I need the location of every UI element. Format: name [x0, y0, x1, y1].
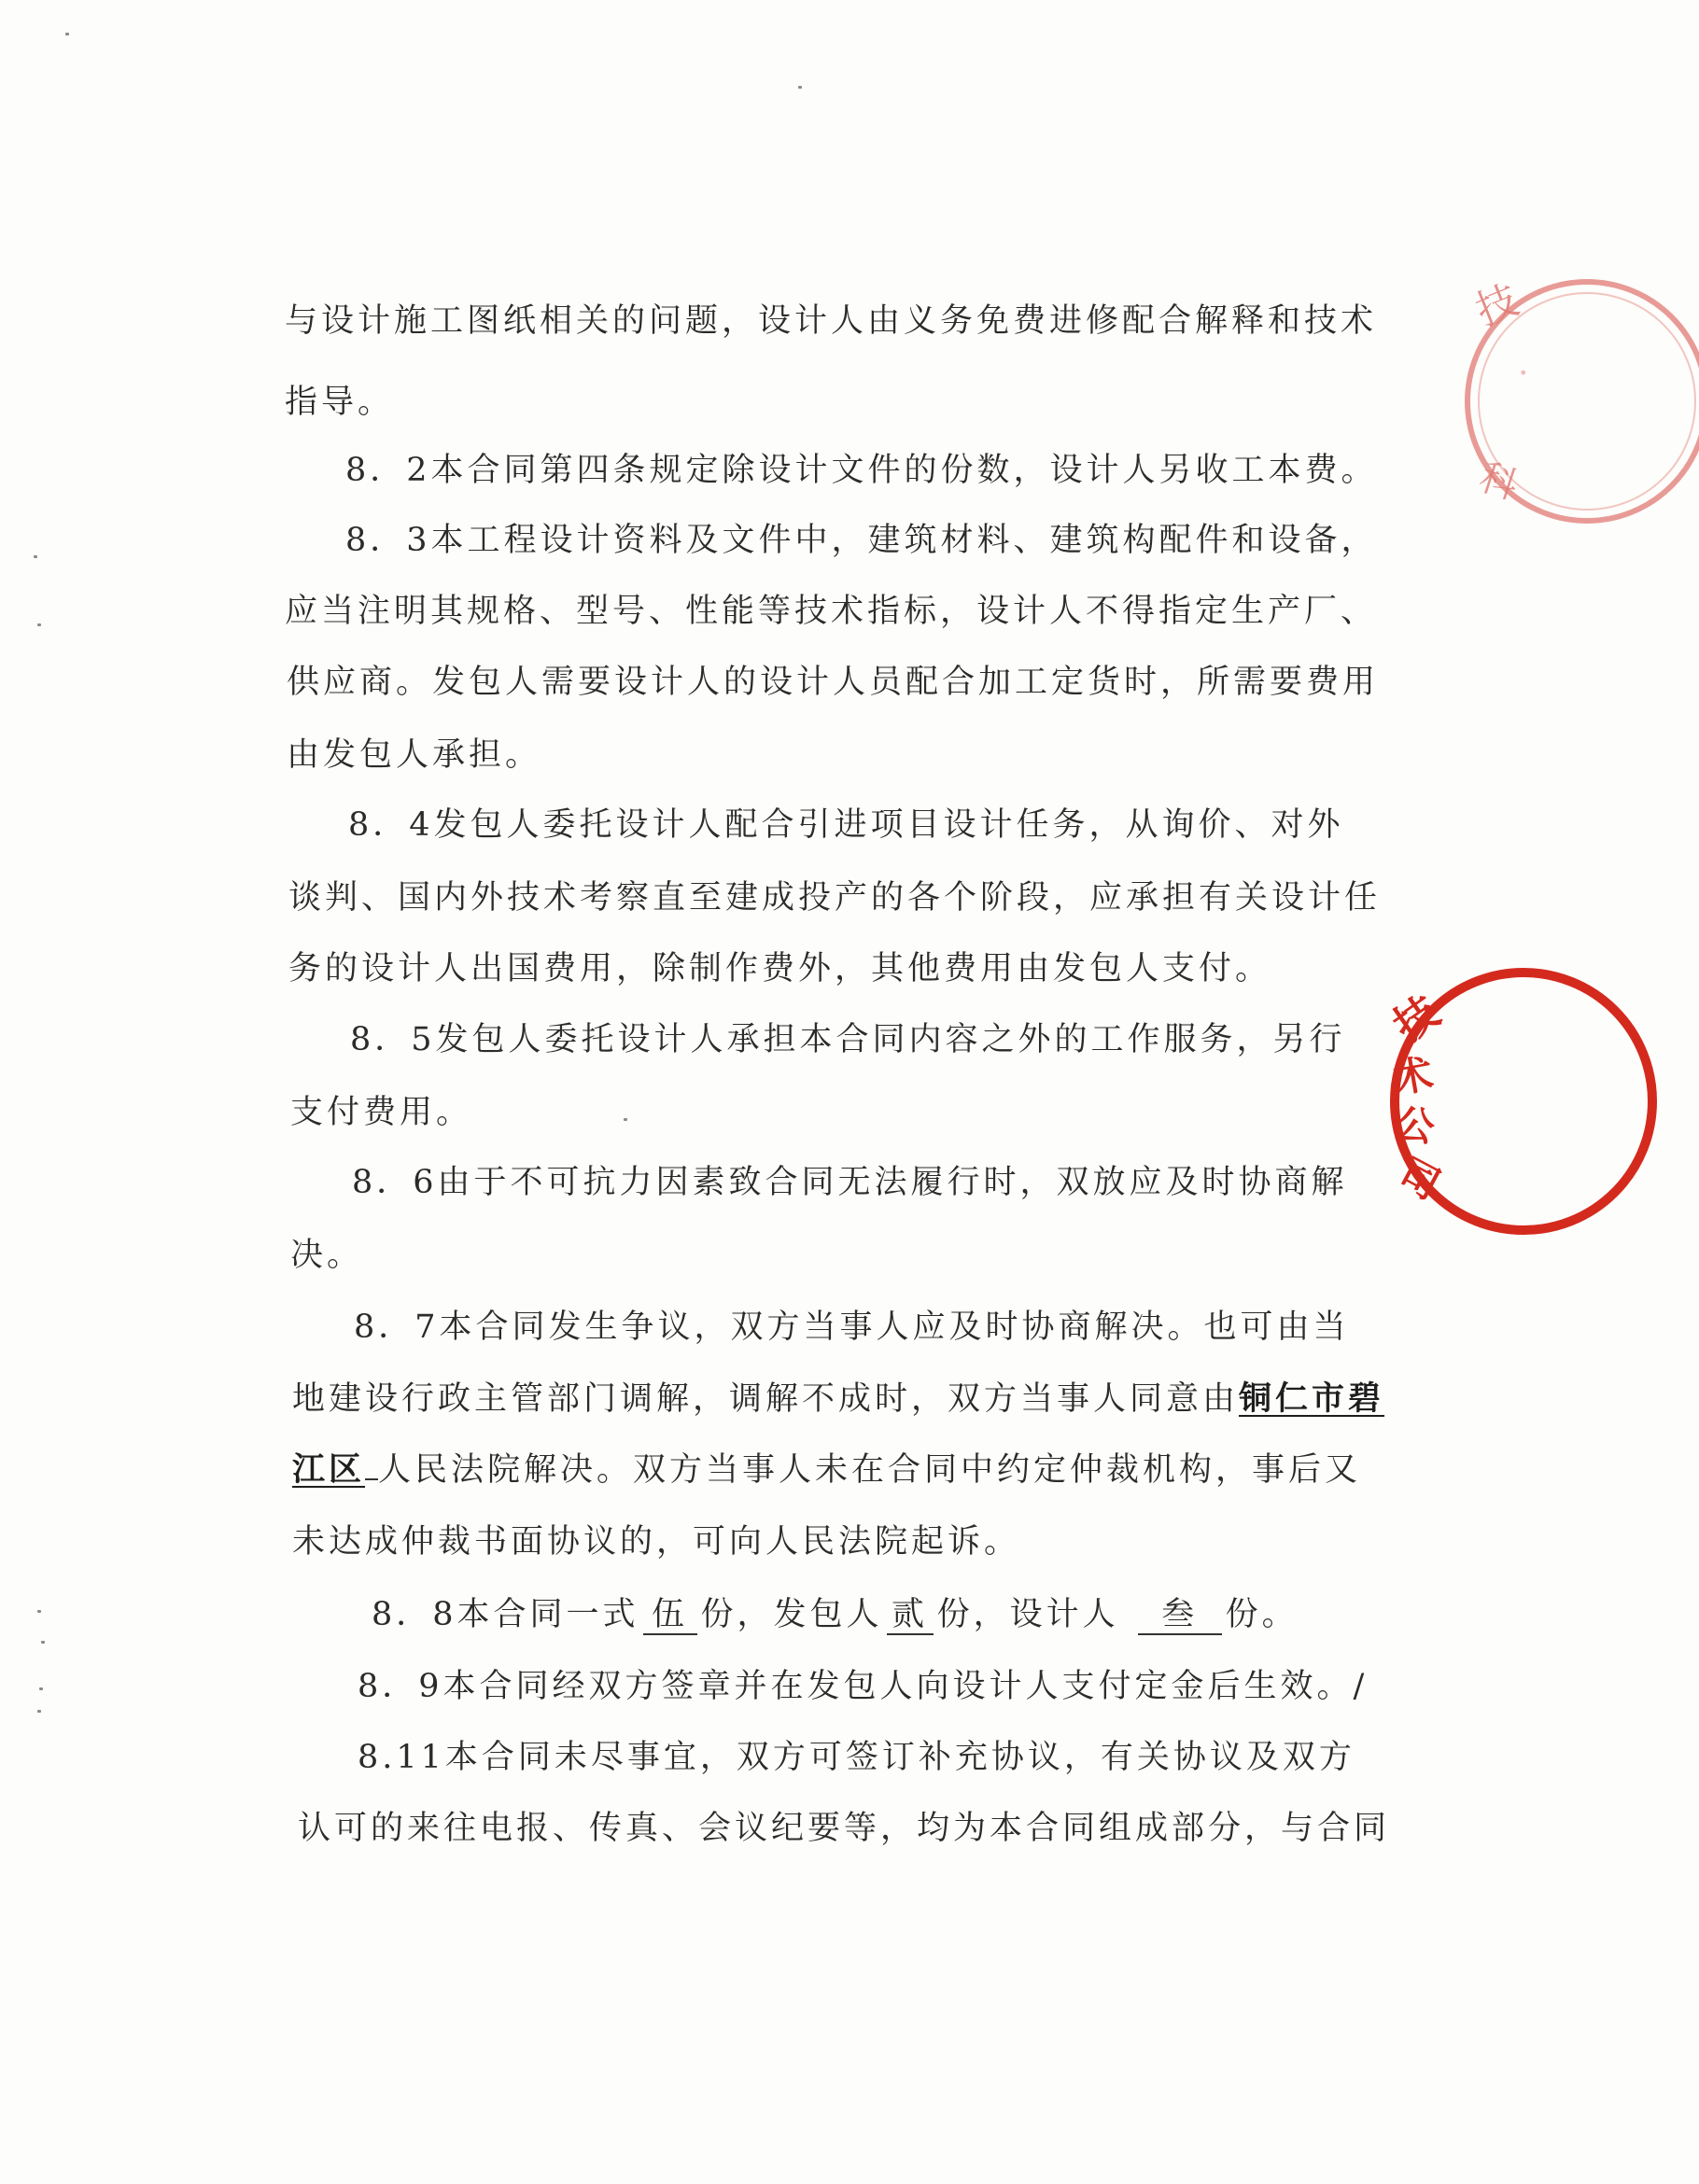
clause-8-3: 8．3本工程设计资料及文件中，建筑材料、建筑构配件和设备， — [345, 522, 1378, 559]
line-text: 份，设计人 — [936, 1596, 1119, 1633]
clause-8-2: 8．2本合同第四条规定除设计文件的份数，设计人另收工本费。 — [345, 452, 1378, 489]
svg-text:技: 技 — [1468, 275, 1525, 336]
copies-total-fill: 伍 — [643, 1596, 697, 1635]
text-line: 与设计施工图纸相关的问题，设计人由义务免费进修配合解释和技术 — [285, 302, 1378, 340]
text-line: 谈判、国内外技术考察直至建成投产的各个阶段，应承担有关设计任 — [288, 879, 1382, 917]
copies-client-fill: 贰 — [887, 1596, 934, 1635]
text-line: 决。 — [290, 1237, 364, 1274]
company-seal-stamp — [1383, 961, 1449, 1241]
court-location-fill: 江区 — [292, 1450, 366, 1489]
line-text: 8．8本合同一式 — [372, 1596, 639, 1633]
text-line: 供应商。发包人需要设计人的设计人员配合加工定货时，所需要费用 — [287, 664, 1380, 701]
clause-8-8 — [372, 1594, 1299, 1635]
svg-text:公: 公 — [1392, 1099, 1438, 1152]
seal-icon — [1456, 252, 1699, 551]
clause-8-11: 8.11本合同未尽事宜，双方可签订补充协议，有关协议及双方 — [358, 1739, 1355, 1776]
clause-8-6: 8．6由于不可抗力因素致合同无法履行时，双放应及时协商解 — [352, 1164, 1348, 1201]
clause-8-7: 8．7本合同发生争议，双方当事人应及时协商解决。也可由当 — [354, 1309, 1350, 1346]
scan-speck — [41, 1641, 45, 1644]
company-seal-stamp — [1456, 252, 1544, 551]
text-line: 未达成仲裁书面协议的，可向人民法院起诉。 — [292, 1523, 1021, 1561]
clause-8-4: 8．4发包人委托设计人配合引进项目设计任务，从询价、对外 — [348, 806, 1344, 844]
text-line: 认可的来往电报、传真、会议纪要等，均为本合同组成部分，与合同 — [298, 1810, 1391, 1847]
line-text: 份，发包人 — [700, 1596, 883, 1633]
scan-speck — [37, 623, 41, 626]
text-line: 由发包人承担。 — [287, 736, 542, 774]
svg-text:技: 技 — [1383, 986, 1449, 1052]
text-line: 应当注明其规格、型号、性能等技术指标，设计人不得指定生产厂、 — [285, 593, 1378, 630]
scan-speck — [34, 555, 37, 558]
scan-speck — [37, 1710, 41, 1713]
clause-8-9: 8．9本合同经双方签章并在发包人向设计人支付定金后生效。/ — [358, 1668, 1369, 1705]
copies-designer-fill: 叁 — [1138, 1596, 1222, 1635]
text-line: 务的设计人出国费用，除制作费外，其他费用由发包人支付。 — [288, 950, 1272, 987]
svg-text:·: · — [1518, 355, 1529, 393]
line-text: 份。 — [1225, 1596, 1299, 1633]
scan-speck — [37, 1610, 41, 1613]
line-text: 地建设行政主管部门调解，调解不成时，双方当事人同意由 — [292, 1380, 1240, 1418]
text-line — [292, 1379, 1384, 1420]
line-text: 人民法院解决。双方当事人未在合同中约定仲裁机构，事后又 — [378, 1451, 1362, 1489]
scan-speck — [39, 1687, 43, 1690]
seal-icon — [1383, 961, 1664, 1241]
text-line: 指导。 — [285, 384, 395, 421]
svg-text:科: 科 — [1474, 455, 1523, 509]
court-location-fill: 铜仁市碧 — [1239, 1379, 1385, 1418]
scan-speck — [798, 86, 802, 89]
text-line: 支付费用。 — [290, 1094, 473, 1131]
scan-speck — [624, 1118, 627, 1121]
scan-speck — [65, 33, 69, 35]
clause-8-5: 8．5发包人委托设计人承担本合同内容之外的工作服务，另行 — [350, 1021, 1346, 1058]
text-line — [292, 1449, 1361, 1491]
svg-text:司: 司 — [1391, 1149, 1448, 1209]
svg-text:术: 术 — [1389, 1050, 1437, 1102]
